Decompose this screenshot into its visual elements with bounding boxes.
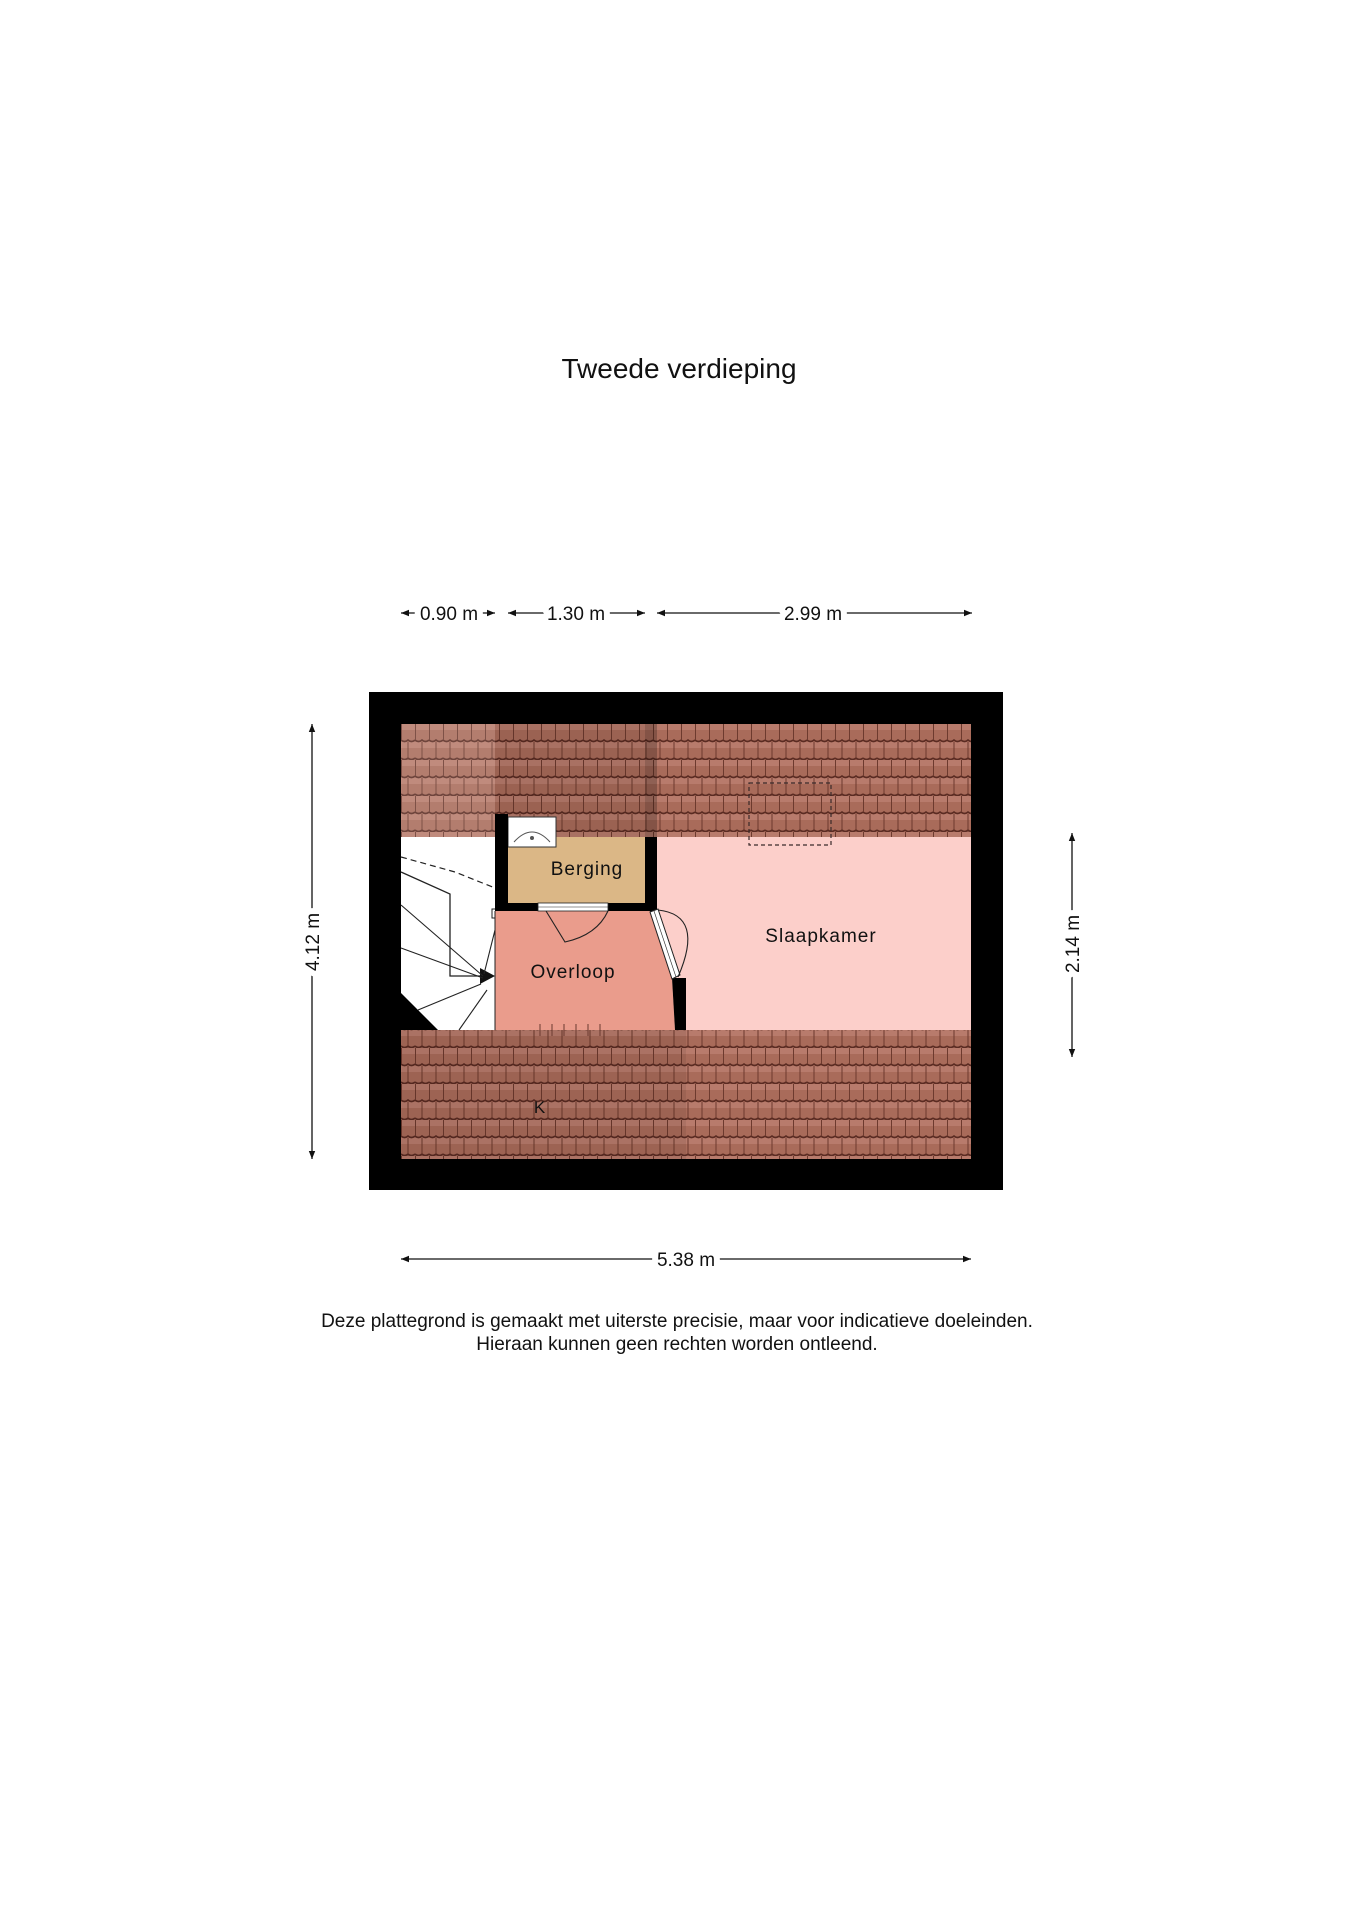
- roof-top-shade-seam: [645, 724, 657, 837]
- disclaimer-line-2: Hieraan kunnen geen rechten worden ontleend.: [476, 1334, 878, 1355]
- disclaimer-line-1: Deze plattegrond is gemaakt met uiterste precisie, maar voor indicatieve doeleinden.: [321, 1311, 1033, 1332]
- dimension-label-0-90: 0.90 m: [419, 604, 479, 625]
- left-dimension: [303, 724, 324, 1159]
- label-slaapkamer: Slaapkamer: [765, 926, 877, 947]
- berging-right-wall: [645, 837, 657, 911]
- label-berging: Berging: [550, 859, 624, 880]
- bottom-dimension: [401, 1250, 971, 1271]
- staircase: [401, 837, 501, 1030]
- floor-plan: [369, 692, 1003, 1190]
- label-k: K: [533, 1098, 547, 1117]
- berging-bottom-wall-left: [495, 903, 538, 911]
- dimension-label-2-14: 2.14 m: [1063, 914, 1084, 974]
- roof-top-shade-left: [401, 724, 495, 837]
- dimension-label-1-30: 1.30 m: [546, 604, 606, 625]
- berging-left-wall: [495, 814, 508, 911]
- stair-area: [401, 837, 495, 1030]
- roof-bottom-shade-left: [401, 1030, 686, 1159]
- plan-title: Tweede verdieping: [561, 353, 797, 384]
- dimension-label-2-99: 2.99 m: [783, 604, 843, 625]
- dimension-label-5-38: 5.38 m: [656, 1250, 716, 1271]
- sink-icon: [508, 817, 556, 847]
- dimension-label-4-12: 4.12 m: [303, 912, 324, 972]
- right-dimension: [1063, 833, 1084, 1057]
- top-dimensions: [401, 604, 972, 625]
- label-overloop: Overloop: [530, 962, 616, 983]
- berging-bottom-wall-right: [608, 903, 657, 911]
